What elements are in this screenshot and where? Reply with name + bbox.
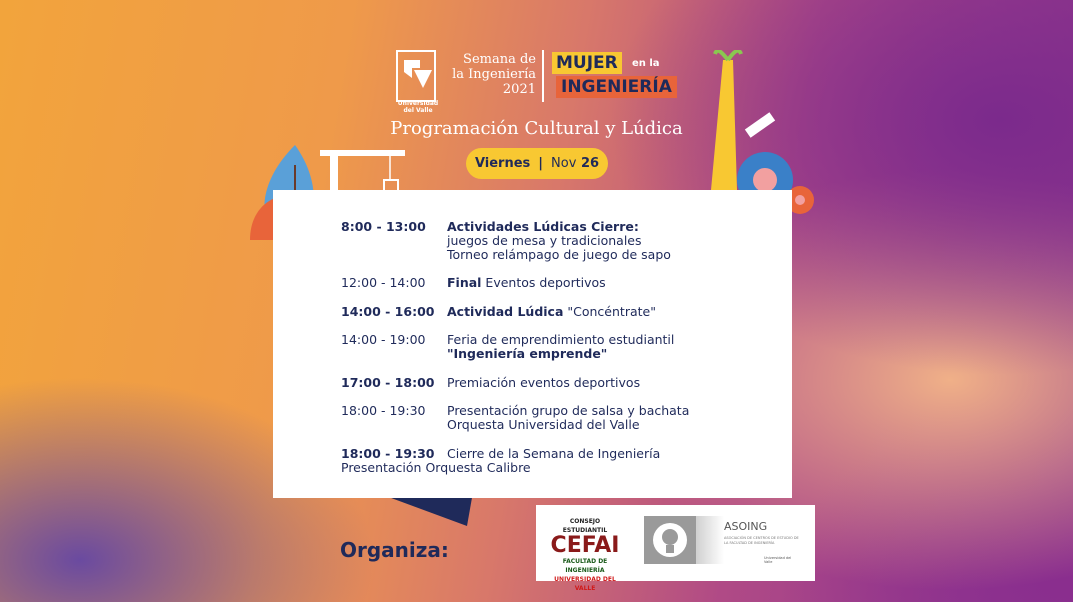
schedule-row: 14:00 - 16:00 Actividad Lúdica "Concéntrate"	[341, 304, 656, 319]
asoing-logo: ASOING ASOCIACIÓN DE CENTROS DE ESTUDIO DE LA FACULTAD DE INGENIERÍA Universidad del Valle	[644, 516, 799, 564]
schedule-row: 18:00 - 19:30 Cierre de la Semana de Ingeniería Presentación Orquesta Calibre	[341, 446, 661, 475]
divider	[542, 50, 544, 102]
lightbulb-gear-icon	[644, 516, 696, 564]
schedule-row: 14:00 - 19:00 Feria de emprendimiento estudiantil "Ingeniería emprende"	[341, 332, 675, 361]
badge-ingenieria: INGENIERÍA	[556, 76, 677, 98]
badge-en-la: en la	[632, 58, 660, 69]
universidad-del-valle-logo: Universidad del Valle	[396, 50, 436, 102]
page-title: Programación Cultural y Lúdica	[390, 118, 683, 139]
schedule-row: 18:00 - 19:30 Presentación grupo de salsa y bachata Orquesta Universidad del Valle	[341, 403, 690, 432]
schedule-row: 12:00 - 14:00 Final Eventos deportivos	[341, 275, 606, 290]
date-text: Nov 26	[551, 156, 600, 171]
schedule-row: 17:00 - 18:00 Premiación eventos deportivos	[341, 375, 641, 390]
event-name: Semana de la Ingeniería 2021	[452, 52, 536, 97]
badge-mujer: MUJER	[552, 52, 622, 74]
cefai-logo: CONSEJO ESTUDIANTIL CEFAI FACULTAD DE INGENIERÍA UNIVERSIDAD DEL VALLE	[550, 518, 620, 592]
schedule-row: 8:00 - 13:00 Actividades Lúdicas Cierre: juegos de mesa y tradicionales Torneo relámpago de juego de sapo	[341, 219, 671, 262]
date-pill: Viernes | Nov 26	[466, 148, 608, 179]
sponsors-box	[536, 505, 815, 592]
schedule-card	[273, 190, 792, 498]
organiza-label: Organiza:	[340, 538, 449, 562]
